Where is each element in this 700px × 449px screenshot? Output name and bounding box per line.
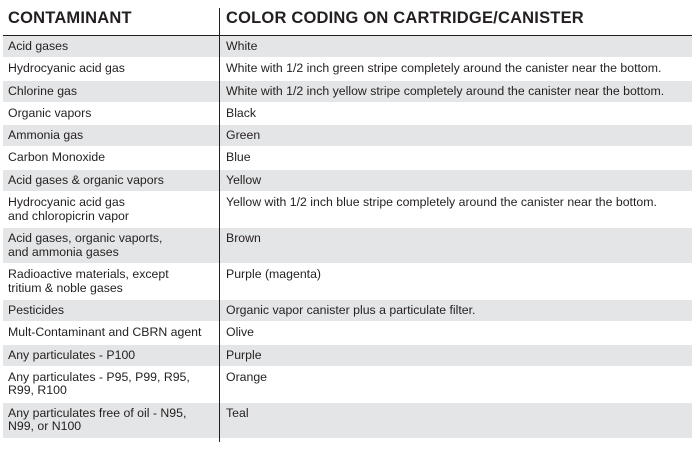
- contaminant-cell: [8, 85, 218, 99]
- table-row: [3, 147, 692, 169]
- color-coding-cell: Yellow: [226, 172, 262, 187]
- header-color-coding: COLOR CODING ON CARTRIDGE/CANISTER: [226, 9, 584, 27]
- table-row: [3, 367, 692, 403]
- contaminant-cell: [8, 268, 218, 295]
- contaminant-line: and ammonia gases: [8, 244, 119, 259]
- table-row: [3, 228, 692, 264]
- color-coding-cell: White with 1/2 inch green stripe completely around the canister near the bottom.: [226, 61, 662, 76]
- color-coding-cell: Orange: [226, 369, 268, 384]
- contaminant-line: Any particulates free of oil - N95,: [8, 405, 187, 420]
- contaminant-cell: [8, 129, 218, 143]
- contaminant-cell: [8, 40, 218, 54]
- column-divider: [219, 8, 220, 442]
- table-row: [3, 300, 692, 322]
- contaminant-line: Carbon Monoxide: [8, 150, 106, 165]
- contaminant-line: R99, R100: [8, 383, 67, 398]
- color-coding-cell: Blue: [226, 150, 251, 165]
- color-coding-cell: Green: [226, 128, 261, 143]
- color-coding-cell: Brown: [226, 231, 261, 246]
- table-header: [0, 0, 700, 35]
- contaminant-line: Radioactive materials, except: [8, 267, 169, 282]
- contaminant-cell: [8, 107, 218, 121]
- contaminant-line: Pesticides: [8, 303, 65, 318]
- contaminant-cell: [8, 349, 218, 363]
- color-coding-cell: Purple: [226, 347, 262, 362]
- contaminant-cell: [8, 371, 218, 398]
- contaminant-cell: [8, 326, 218, 340]
- contaminant-line: Mult-Contaminant and CBRN agent: [8, 325, 202, 340]
- contaminant-cell: [8, 232, 218, 259]
- contaminant-cell: [8, 196, 218, 223]
- contaminant-line: Ammonia gas: [8, 128, 84, 143]
- table-row: [3, 322, 692, 344]
- color-coding-cell: Organic vapor canister plus a particulate filter.: [226, 303, 476, 318]
- contaminant-line: tritium & noble gases: [8, 280, 123, 295]
- color-coding-cell: Yellow with 1/2 inch blue stripe completely around the canister near the bottom.: [226, 195, 657, 210]
- table-row: [3, 264, 692, 300]
- table-row: [3, 345, 692, 367]
- contaminant-line: Acid gases, organic vaports,: [8, 231, 163, 246]
- table-row: [3, 125, 692, 147]
- color-coding-cell: White: [226, 39, 258, 53]
- contaminant-line: Acid gases & organic vapors: [8, 172, 164, 187]
- table-row: [3, 192, 692, 228]
- contaminant-line: and chloropicrin vapor: [8, 208, 129, 223]
- table-row: [3, 103, 692, 125]
- table-row: [3, 36, 692, 58]
- contaminant-line: N99, or N100: [8, 419, 82, 434]
- contaminant-cell: [8, 62, 218, 76]
- color-coding-cell: Black: [226, 105, 257, 120]
- color-coding-cell: Purple (magenta): [226, 267, 322, 282]
- contaminant-cell: [8, 174, 218, 188]
- table-row: [3, 81, 692, 103]
- table-row: [3, 403, 692, 439]
- contaminant-line: Hydrocyanic acid gas: [8, 195, 125, 210]
- contaminant-cell: [8, 151, 218, 165]
- contaminant-line: Organic vapors: [8, 105, 92, 120]
- contaminant-line: Hydrocyanic acid gas: [8, 61, 125, 76]
- header-contaminant: CONTAMINANT: [8, 9, 132, 27]
- contaminant-line: Any particulates - P95, P99, R95,: [8, 369, 190, 384]
- contaminant-cell: [8, 304, 218, 318]
- contaminant-line: Any particulates - P100: [8, 347, 136, 362]
- contaminant-line: Acid gases: [8, 39, 69, 53]
- color-coding-cell: Teal: [226, 405, 249, 420]
- table-row: [3, 170, 692, 192]
- contaminant-cell: [8, 407, 218, 434]
- contaminant-line: Chlorine gas: [8, 83, 78, 98]
- color-coding-cell: White with 1/2 inch yellow stripe completely around the canister near the bottom.: [226, 83, 665, 98]
- table-row: [3, 58, 692, 80]
- table-body: [3, 36, 692, 439]
- color-coding-cell: Olive: [226, 325, 255, 340]
